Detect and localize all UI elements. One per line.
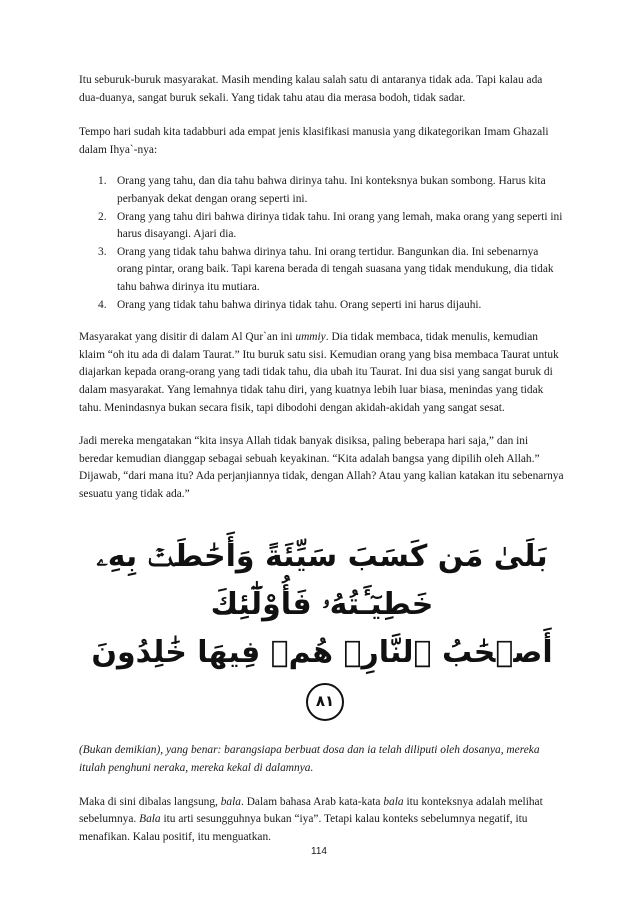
list-number: 4. bbox=[98, 298, 107, 311]
text-segment: Maka di sini dibalas langsung, bbox=[79, 795, 221, 808]
list-text: Orang yang tidak tahu bahwa dirinya tahu. Ini orang tertidur. Bangunkan dia. Ini sebenarnya orang pintar, orang baik. Tapi karena berada di tengah suasana yang tidak mendukung, dia tidak tahu bahwa dirinya itu mutiara. bbox=[117, 245, 554, 293]
paragraph-intro: Itu seburuk-buruk masyarakat. Masih mending kalau salah satu di antaranya tidak ada. Tapi kalau ada dua-duanya, sangat buruk sekali. Yang tidak tahu atau dia merasa bodoh, tidak sadar. bbox=[79, 74, 543, 104]
list-number: 3. bbox=[98, 245, 107, 258]
verse-translation: (Bukan demikian), yang benar: barangsiapa berbuat dosa dan ia telah diliputi oleh dosanya, mereka itulah penghuni neraka, mereka kekal di dalamnya. bbox=[79, 744, 540, 775]
list-item bbox=[79, 209, 565, 244]
text-segment: itu arti sesungguhnya bukan “iya”. Tetapi kalau konteks sebelumnya negatif, itu menafikan. Kalau positif, itu menguatkan. bbox=[79, 813, 528, 843]
list-text: Orang yang tahu, dan dia tahu bahwa dirinya tahu. Ini konteksnya bukan sombong. Harus kita perbanyak dekat dengan orang seperti ini. bbox=[117, 175, 546, 205]
text-segment: . Dalam bahasa Arab kata-kata bbox=[241, 795, 384, 808]
verse-line-2 bbox=[79, 629, 565, 725]
document-body bbox=[79, 72, 565, 846]
paragraph-classification: Tempo hari sudah kita tadabburi ada empat jenis klasifikasi manusia yang dikategorikan Imam Ghazali dalam Ihya`-nya: bbox=[79, 126, 549, 156]
text-segment: Masyarakat yang disitir di dalam Al Qur`an ini bbox=[79, 331, 296, 344]
list-item bbox=[79, 244, 565, 297]
emphasis-ummiy: ummiy bbox=[295, 331, 326, 344]
list-text: Orang yang tahu diri bahwa dirinya tidak tahu. Ini orang yang lemah, maka orang yang seperti ini harus disayangi. Ajari dia. bbox=[117, 210, 563, 241]
ayah-number-marker: ٨١ bbox=[306, 683, 344, 721]
paragraph-claims: Jadi mereka mengatakan “kita insya Allah tidak banyak disiksa, paling beberapa hari saja,” dan ini beredar kemudian dianggap sebagai sebuah keyakinan. “Kita adalah bangsa yang dipilih oleh Allah.” Dijawab, “dari mana itu? Ada perjanjiannya tidak, dengan Allah? Atau yang kalian katakan itu sebenarnya sesuatu yang tidak ada.” bbox=[79, 435, 564, 500]
text-segment: . Dia tidak membaca, tidak menulis, kemudian klaim “oh itu ada di dalam Taurat.” Itu buruk satu sisi. Kemudian orang yang bisa membaca Taurat untuk diajarkan kepada orang-orang yang tadi tidak tahu, dia ubah itu Taurat. Ini dua sisi yang sangat buruk di dalam masyarakat. Yang lemahnya tidak tahu diri, yang kuatnya lebih luar biasa, menindas yang tidak tahu. Menindasnya bukan secara fisik, tapi dibodohi dengan akidah-akidah yang sangat sesat. bbox=[79, 331, 559, 414]
verse-line-1: بَلَىٰ مَن كَسَبَ سَيِّئَةً وَأَحَٰطَتۡ بِهِۦ خَطِيٓـَٔتُهُۥ فَأُوْلَٰٓئِكَ bbox=[96, 539, 548, 623]
paragraph-bala bbox=[79, 794, 565, 847]
page-number: 114 bbox=[311, 846, 327, 857]
emphasis-bala: bala bbox=[383, 795, 404, 808]
verse-text: أَصۡحَٰبُ ٱلنَّارِۖ هُمۡ فِيهَا خَٰلِدُونَ bbox=[91, 635, 553, 671]
emphasis-bala: Bala bbox=[139, 813, 161, 826]
classification-list bbox=[79, 173, 565, 314]
text-segment: itu konteksnya adalah melihat sebelumnya. bbox=[79, 795, 543, 826]
list-number: 2. bbox=[98, 210, 107, 223]
list-text: Orang yang tidak tahu bahwa dirinya tidak tahu. Orang seperti ini harus dijauhi. bbox=[117, 298, 482, 311]
quran-verse bbox=[79, 533, 565, 725]
list-item bbox=[79, 297, 565, 315]
list-number: 1. bbox=[98, 175, 107, 188]
paragraph-ummiy bbox=[79, 329, 565, 417]
list-item bbox=[79, 173, 565, 208]
emphasis-bala: bala bbox=[220, 795, 241, 808]
